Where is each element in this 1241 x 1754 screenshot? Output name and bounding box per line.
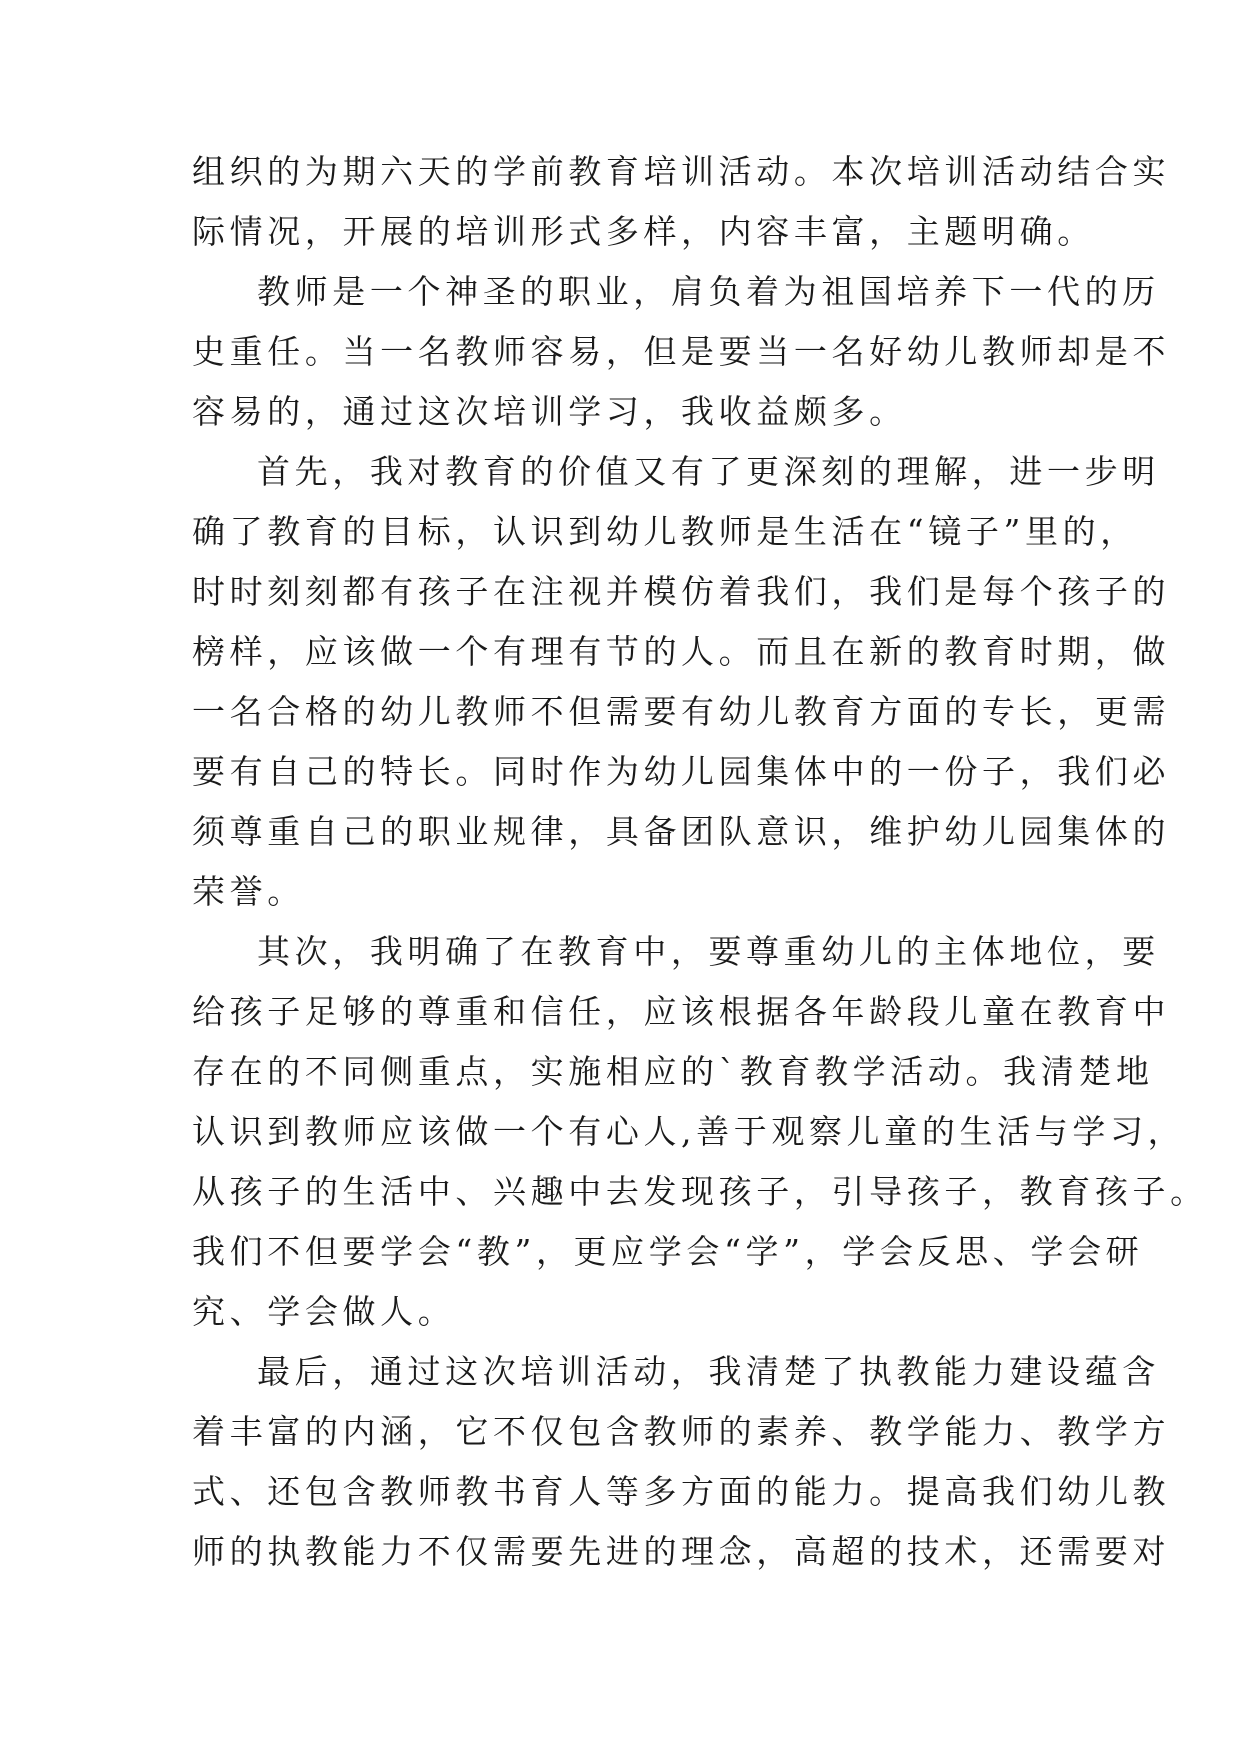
text-line: 际情况，开展的培训形式多样，内容丰富，主题明确。: [192, 212, 1095, 251]
paragraph-start-line: 最后，通过这次培训活动，我清楚了执教能力建设蕴含: [257, 1352, 1160, 1391]
text-line: 时时刻刻都有孩子在注视并模仿着我们，我们是每个孩子的: [192, 572, 1171, 611]
text-line: 一名合格的幼儿教师不但需要有幼儿教育方面的专长，更需: [192, 692, 1171, 731]
text-line: 着丰富的内涵，它不仅包含教师的素养、教学能力、教学方: [192, 1412, 1171, 1451]
text-line: 师的执教能力不仅需要先进的理念，高超的技术，还需要对: [192, 1532, 1171, 1571]
text-line: 从孩子的生活中、兴趣中去发现孩子，引导孩子，教育孩子。: [192, 1172, 1208, 1211]
text-line: 史重任。当一名教师容易，但是要当一名好幼儿教师却是不: [192, 332, 1171, 371]
text-line: 存在的不同侧重点，实施相应的`教育教学活动。我清楚地: [192, 1052, 1154, 1091]
text-line: 容易的，通过这次培训学习，我收益颇多。: [192, 392, 907, 431]
text-line: 给孩子足够的尊重和信任，应该根据各年龄段儿童在教育中: [192, 992, 1171, 1031]
text-line: 要有自己的特长。同时作为幼儿园集体中的一份子，我们必: [192, 752, 1171, 791]
paragraph-start-line: 其次，我明确了在教育中，要尊重幼儿的主体地位，要: [257, 932, 1160, 971]
text-line: 认识到教师应该做一个有心人,善于观察儿童的生活与学习，: [192, 1112, 1186, 1151]
text-line: 式、还包含教师教书育人等多方面的能力。提高我们幼儿教: [192, 1472, 1171, 1511]
paragraph-start-line: 教师是一个神圣的职业，肩负着为祖国培养下一代的历: [257, 272, 1160, 311]
text-line: 须尊重自己的职业规律，具备团队意识，维护幼儿园集体的: [192, 812, 1171, 851]
text-line: 确了教育的目标，认识到幼儿教师是生活在“镜子”里的，: [192, 512, 1138, 551]
text-line: 组织的为期六天的学前教育培训活动。本次培训活动结合实: [192, 152, 1171, 191]
text-line: 究、学会做人。: [192, 1292, 456, 1331]
text-line: 榜样，应该做一个有理有节的人。而且在新的教育时期，做: [192, 632, 1171, 671]
text-line: 荣誉。: [192, 872, 305, 911]
paragraph-start-line: 首先，我对教育的价值又有了更深刻的理解，进一步明: [257, 452, 1160, 491]
text-line: 我们不但要学会“教”，更应学会“学”，学会反思、学会研: [192, 1232, 1144, 1271]
